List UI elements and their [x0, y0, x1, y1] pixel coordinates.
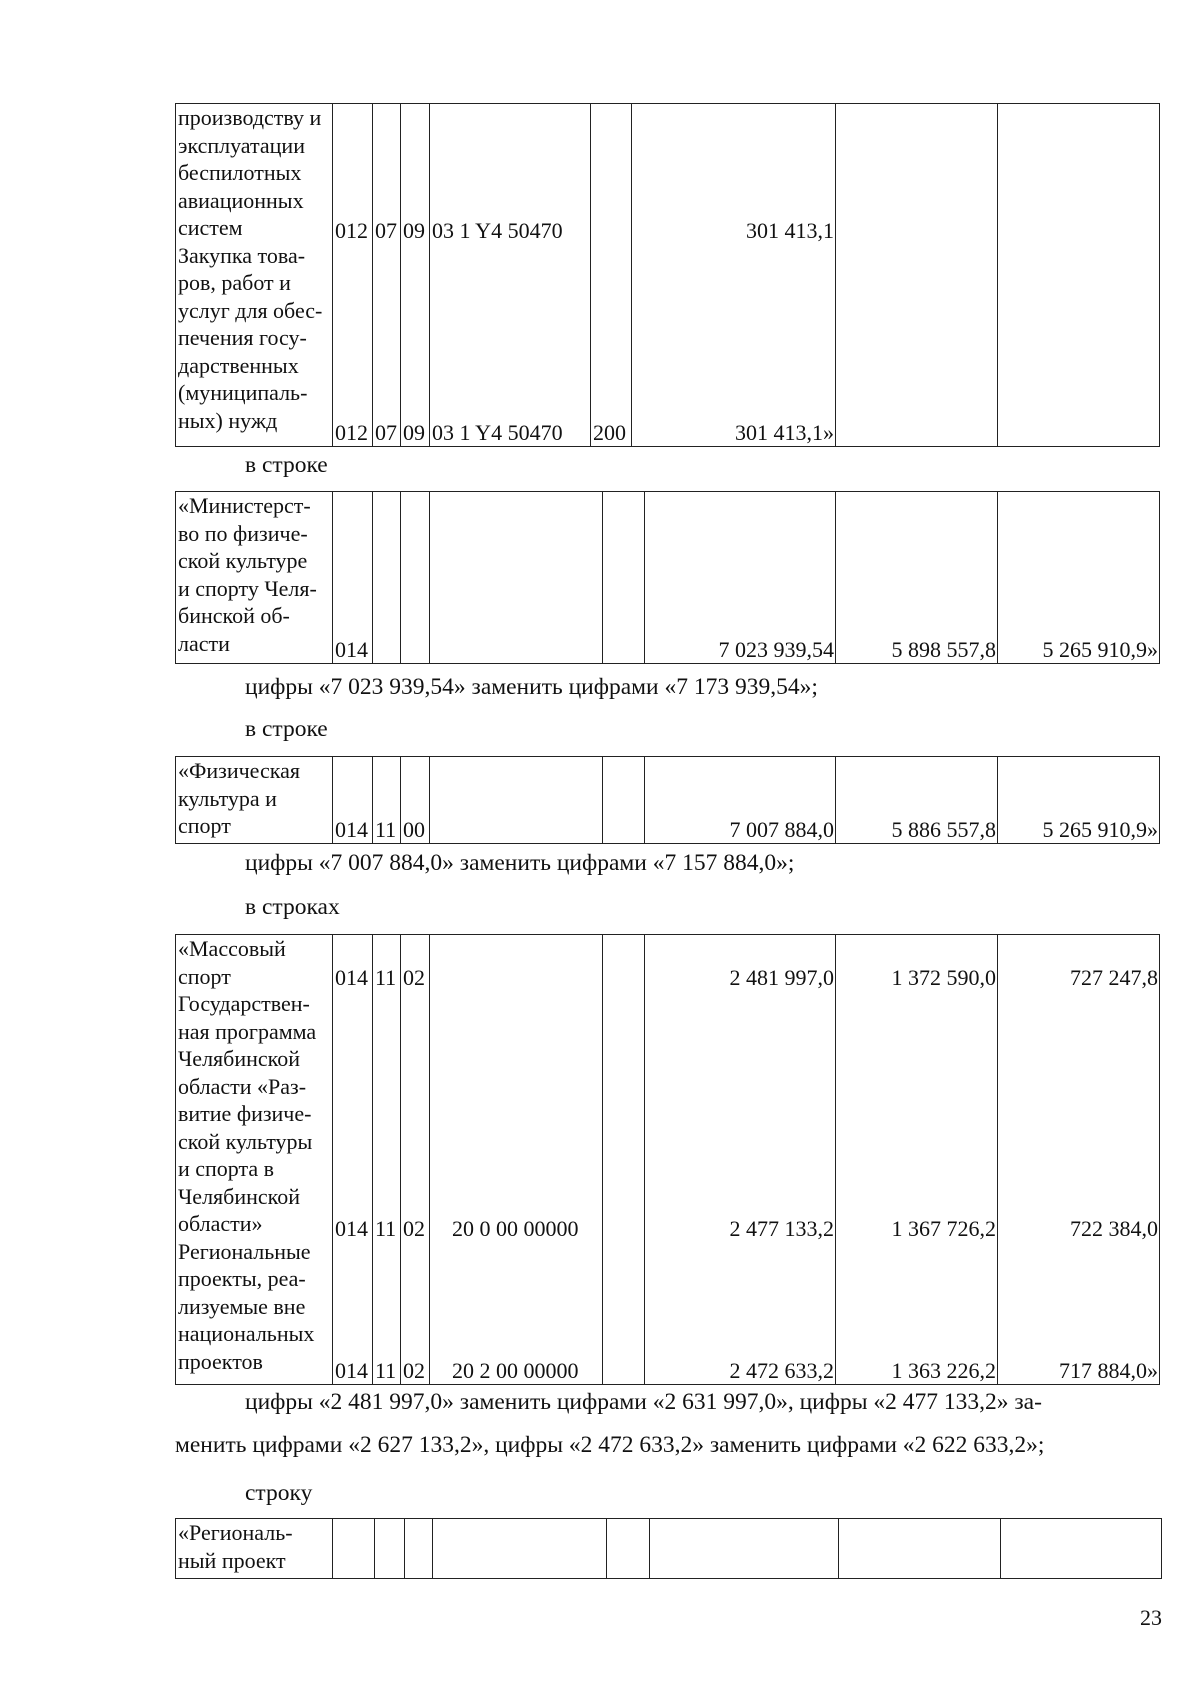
sum-year3-cell: 727 247,8 722 384,0 717 884,0»: [998, 935, 1160, 1385]
gr-code-cell: 014: [333, 492, 373, 664]
gr-code-cell: 014 014 014: [333, 935, 373, 1385]
csr-code-cell: [430, 492, 603, 664]
instruction-text: цифры «7 007 884,0» заменить цифрами «7 157 884,0»;: [245, 850, 795, 876]
sum-year2-cell: [836, 104, 998, 447]
sum-year2-cell: 5 898 557,8: [836, 492, 998, 664]
sum-year1-cell: 2 481 997,0 2 477 133,2 2 472 633,2: [645, 935, 836, 1385]
instruction-text: в строках: [245, 894, 340, 920]
rz-code-cell: 07 07: [373, 104, 401, 447]
gr-code-cell: 012 012: [333, 104, 373, 447]
csr-code-cell: 03 1 Y4 50470 03 1 Y4 50470: [430, 104, 591, 447]
sum-year3-cell: [998, 104, 1160, 447]
pr-code-cell: 02 02 02: [401, 935, 430, 1385]
rz-code-cell: [375, 1519, 405, 1579]
sum-year3-cell: [1001, 1519, 1162, 1579]
sum-year2-cell: 1 372 590,0 1 367 726,2 1 363 226,2: [836, 935, 998, 1385]
row-name: «Министерст- во по физиче- ской культуре и спорту Челя- бинской об- ласти: [176, 492, 333, 664]
rz-code-cell: 11 11 11: [373, 935, 401, 1385]
vr-code-cell: 200: [591, 104, 632, 447]
row-name: производству и эксплуатации беспилотных авиационных систем Закупка това- ров, работ и услуг для обес- печения госу- дарственных (муниципаль- ных) нужд: [176, 104, 333, 447]
row-name: «Региональ- ный проект: [176, 1519, 333, 1579]
pr-code-cell: 09 09: [401, 104, 430, 447]
page-number: 23: [1140, 1605, 1162, 1630]
rz-code-cell: 11: [373, 757, 401, 844]
sum-year1-cell: [650, 1519, 839, 1579]
instruction-text: в строке: [245, 716, 328, 742]
vr-code-cell: [603, 757, 645, 844]
pr-code-cell: 00: [401, 757, 430, 844]
csr-code-cell: [430, 757, 603, 844]
gr-code-cell: 014: [333, 757, 373, 844]
gr-code-cell: [333, 1519, 375, 1579]
row-name: «Физическая культура и спорт: [176, 757, 333, 844]
vr-code-cell: [603, 935, 645, 1385]
budget-table-2: [175, 491, 1160, 664]
budget-table-3: [175, 756, 1160, 844]
budget-table-4: [175, 934, 1160, 1385]
sum-year3-cell: 5 265 910,9»: [998, 492, 1160, 664]
instruction-text: в строке: [245, 452, 328, 478]
vr-code-cell: [603, 492, 645, 664]
row-name: «Массовый спорт Государствен- ная программа Челябинской области «Раз- витие физиче- ской культуры и спорта в Челябинской области» Региональные проекты, реа- лизуемые вне национальных проектов: [176, 935, 333, 1385]
sum-year1-cell: 7 023 939,54: [645, 492, 836, 664]
instruction-text: цифры «2 481 997,0» заменить цифрами «2 631 997,0», цифры «2 477 133,2» за-: [245, 1389, 1042, 1415]
rz-code-cell: [373, 492, 401, 664]
sum-year2-cell: 5 886 557,8: [836, 757, 998, 844]
sum-year3-cell: 5 265 910,9»: [998, 757, 1160, 844]
budget-table-5: [175, 1518, 1162, 1579]
sum-year1-cell: 301 413,1 301 413,1»: [632, 104, 836, 447]
instruction-text: менить цифрами «2 627 133,2», цифры «2 472 633,2» заменить цифрами «2 622 633,2»;: [175, 1432, 1045, 1458]
instruction-text: цифры «7 023 939,54» заменить цифрами «7 173 939,54»;: [245, 674, 818, 700]
sum-year1-cell: 7 007 884,0: [645, 757, 836, 844]
csr-code-cell: [433, 1519, 607, 1579]
csr-code-cell: 20 0 00 00000 20 2 00 00000: [430, 935, 603, 1385]
vr-code-cell: [607, 1519, 650, 1579]
sum-year2-cell: [839, 1519, 1001, 1579]
instruction-text: строку: [245, 1480, 313, 1506]
pr-code-cell: [401, 492, 430, 664]
budget-table-1: [175, 103, 1160, 447]
pr-code-cell: [405, 1519, 433, 1579]
